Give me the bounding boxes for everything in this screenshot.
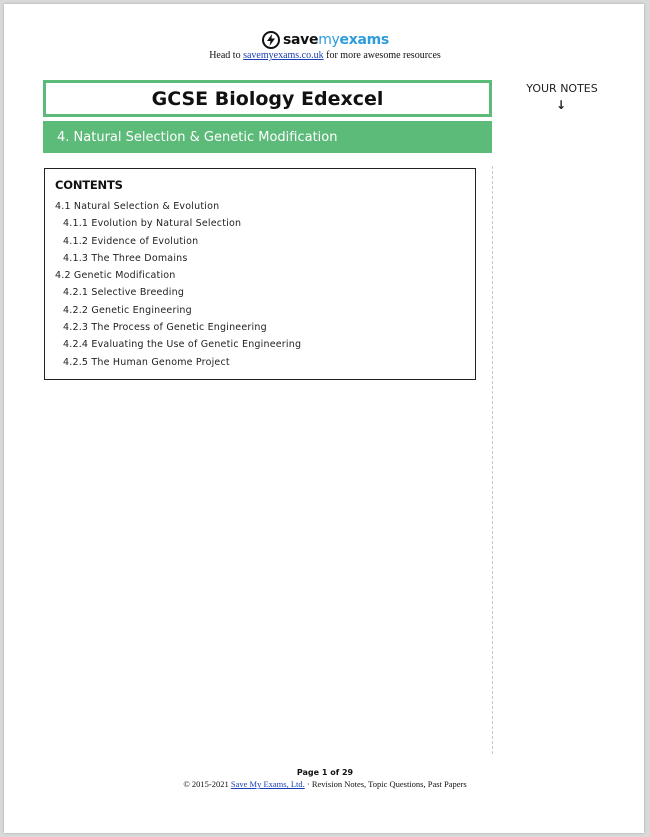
contents-item[interactable]: 4.2.4 Evaluating the Use of Genetic Engineering [63, 339, 302, 351]
footer-company-link[interactable]: Save My Exams, Ltd. [230, 779, 305, 789]
topic-banner [43, 121, 492, 153]
contents-box [44, 168, 476, 380]
document-title: GCSE Biology Edexcel [151, 87, 384, 110]
contents-item[interactable]: 4.1.1 Evolution by Natural Selection [63, 218, 242, 230]
your-notes-label: YOUR NOTES [526, 82, 598, 95]
contents-item[interactable]: 4.2.3 The Process of Genetic Engineering [63, 322, 267, 334]
contents-item[interactable]: 4.2.5 The Human Genome Project [63, 356, 230, 368]
header-tagline: Head to savemyexams.co.uk for more awesome resources [209, 50, 441, 61]
contents-list [55, 198, 465, 371]
header-site-link[interactable]: savemyexams.co.uk [243, 50, 324, 61]
contents-item[interactable]: 4.1 Natural Selection & Evolution [55, 201, 220, 212]
logo-wordmark: savemyexams [283, 32, 389, 48]
contents-item[interactable]: 4.1.3 The Three Domains [63, 252, 188, 264]
contents-item[interactable]: 4.2.2 Genetic Engineering [63, 304, 192, 316]
contents-item[interactable]: 4.2 Genetic Modification [55, 270, 176, 282]
save-my-exams-logo[interactable] [262, 30, 389, 50]
contents-heading: CONTENTS [55, 178, 123, 192]
contents-item[interactable]: 4.1.2 Evidence of Evolution [63, 235, 199, 247]
title-box [43, 80, 492, 117]
notes-divider [492, 166, 493, 754]
down-arrow-icon: ↓ [556, 98, 567, 112]
footer-copyright: © 2015-2021 Save My Exams, Ltd. · Revision Notes, Topic Questions, Past Papers [183, 779, 467, 789]
contents-item[interactable]: 4.2.1 Selective Breeding [63, 287, 185, 299]
topic-title: 4. Natural Selection & Genetic Modification [57, 129, 338, 145]
page-number: Page 1 of 29 [296, 768, 354, 777]
lightning-bolt-icon [262, 31, 280, 49]
